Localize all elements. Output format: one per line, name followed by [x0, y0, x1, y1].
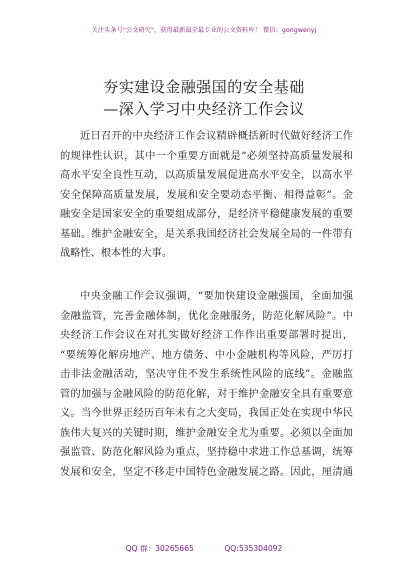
paragraph-line: 族伟大复兴的关键时期，维护金融安全尤为重要。必须以全面加: [60, 427, 353, 439]
paragraph-line: 的规律性认识，其中一个重要方面就是“必须坚持高质量发展和: [60, 150, 353, 162]
body-paragraph-2: [60, 287, 353, 482]
paragraph-line: 融安全是国家安全的重要组成部分，是经济平稳健康发展的重要: [60, 209, 353, 220]
paragraph-line: 高水平安全良性互动，以高质量发展促进高水平安全，以高水平: [60, 170, 353, 181]
footer-qq-group: QQ 群：30265665: [125, 544, 194, 553]
paragraph-line: 义。当今世界正经历百年未有之大变局，我国正处在实现中华民: [60, 408, 353, 419]
paragraph-line: 金融监管，完善金融体制，优化金融服务，防范化解风险”。中: [60, 310, 353, 322]
paragraph-line: 发展和安全，坚定不移走中国特色金融发展之路。因此，厘清通: [60, 466, 353, 478]
paragraph-line: 击非法金融活动，坚决守住不发生系统性风险的底线”。金融监: [60, 369, 353, 380]
document-subtitle: —深入学习中央经济工作会议: [103, 100, 305, 118]
document-title: 夯实建设金融强国的安全基础: [103, 78, 305, 96]
paragraph-line: 基础。维护金融安全，是关系我国经济社会发展全局的一件带有: [60, 228, 353, 240]
paragraph-line: 中央金融工作会议强调，“要加快建设金融强国，全面加强: [80, 291, 353, 302]
paragraph-line: 战略性、根本性的大事。: [60, 248, 173, 259]
paragraph-line: 强监管、防范化解风险为重点，坚持稳中求进工作总基调，统筹: [60, 447, 353, 458]
paragraph-line: 安全保障高质量发展，发展和安全要动态平衡、相得益彰”。金: [60, 189, 353, 201]
paragraph-line: 管的加强与金融风险的防范化解，对于维护金融安全具有重要意: [60, 388, 353, 400]
paragraph-line: 近日召开的中央经济工作会议精辟概括新时代做好经济工作: [80, 131, 353, 142]
footer-contact: [0, 543, 408, 554]
footer-qq: QQ:535304092: [224, 544, 283, 553]
body-paragraph-1: [60, 127, 353, 264]
paragraph-line: “要统筹化解房地产、地方债务、中小金融机构等风险，严厉打: [60, 349, 353, 361]
paragraph-line: 央经济工作会议在对扎实做好经济工作作出重要部署时提出，: [60, 330, 353, 341]
header-banner: 关注头条号"公文研究"，获得最新最全最专业的公文资料库！ 微信：gongwenyj: [91, 27, 317, 34]
